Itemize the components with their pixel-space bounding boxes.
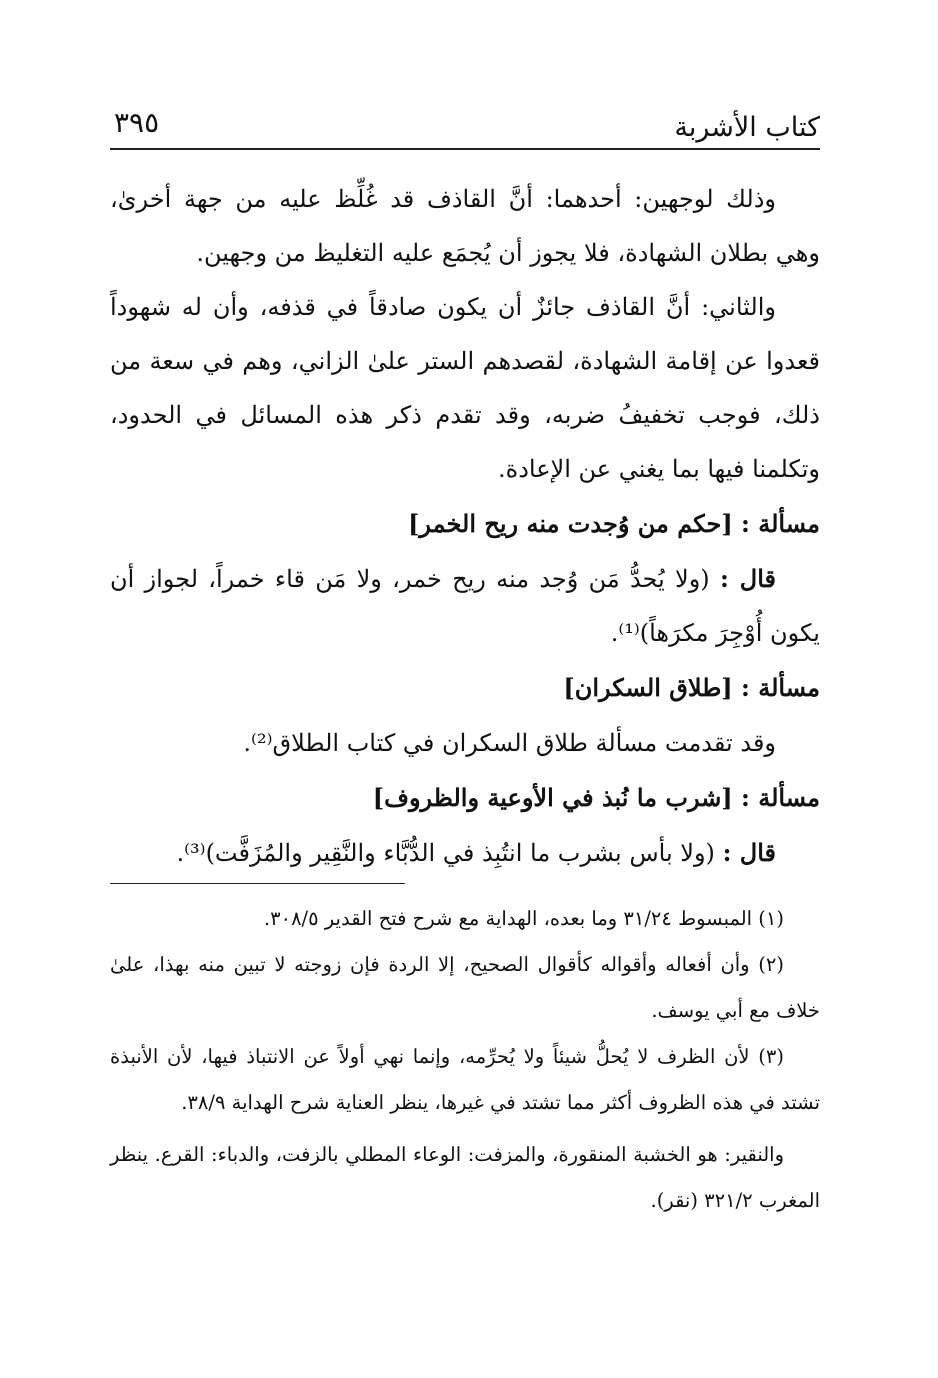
paragraph: وقد تقدمت مسألة طلاق السكران في كتاب الطلاق⁽²⁾. xyxy=(243,729,776,757)
footnotes xyxy=(110,896,820,1224)
header-rule xyxy=(110,148,820,150)
qal-label: قال : xyxy=(719,564,777,593)
footnote: (٣) لأن الظرف لا يُحلُّ شيئاً ولا يُحرِّمه، وإنما نهي أولاً عن الانتباذ فيها، لأن الأنبذة تشتد في هذه الظروف أكثر مما تشتد في غيرها، ينظر العناية شرح الهداية ٣٨/٩. xyxy=(110,1045,820,1114)
main-text xyxy=(110,172,820,880)
page-header xyxy=(110,100,820,146)
running-title: كتاب الأشربة xyxy=(674,112,820,143)
page-number: ٣٩٥ xyxy=(114,106,160,139)
quote-text: (ولا يُحدُّ مَن وُجد منه ريح خمر، ولا مَن قاء خمراً، لجواز أن يكون أُوْجِرَ مكرَهاً)⁽¹⁾. xyxy=(110,565,820,647)
footnote: (١) المبسوط ٣١/٢٤ وما بعده، الهداية مع شرح فتح القدير ٣٠٨/٥. xyxy=(263,907,784,930)
section-heading: مسألة : [طلاق السكران] xyxy=(563,673,820,702)
footnote-rule xyxy=(110,883,405,884)
footnote: (٢) وأن أفعاله وأقواله كأقوال الصحيح، إلا الردة فإن زوجته لا تبين منه بهذا، علىٰ خلاف مع أبي يوسف. xyxy=(110,953,820,1022)
paragraph: والثاني: أنَّ القاذف جائزٌ أن يكون صادقاً في قذفه، وأن له شهوداً قعدوا عن إقامة الشهادة، لقصدهم الستر علىٰ الزاني، وهم في سعة من ذلك، فوجب تخفيفُ ضربه، وقد تقدم ذكر هذه المسائل في الحدود، وتكلمنا فيها بما يغني عن الإعادة. xyxy=(110,293,820,483)
section-heading: مسألة : [شرب ما نُبذ في الأوعية والظروف] xyxy=(372,783,820,812)
book-page xyxy=(110,0,820,1378)
paragraph xyxy=(110,826,820,880)
quote-text: (ولا بأس بشرب ما انتُبِذ في الدُّبَّاء والنَّقِير والمُزَفَّت)⁽³⁾. xyxy=(176,839,715,867)
footnote: والنقير: هو الخشبة المنقورة، والمزفت: الوعاء المطلي بالزفت، والدباء: القرع. ينظر المغرب ٣٢١/٢ (نقر). xyxy=(110,1143,820,1212)
section-heading: مسألة : [حكم من وُجدت منه ريح الخمر] xyxy=(408,509,820,538)
paragraph xyxy=(110,552,820,660)
qal-label: قال : xyxy=(722,838,776,867)
paragraph: وذلك لوجهين: أحدهما: أنَّ القاذف قد غُلِّظ عليه من جهة أخرىٰ، وهي بطلان الشهادة، فلا يجوز أن يُجمَع عليه التغليظ من وجهين. xyxy=(110,185,820,267)
